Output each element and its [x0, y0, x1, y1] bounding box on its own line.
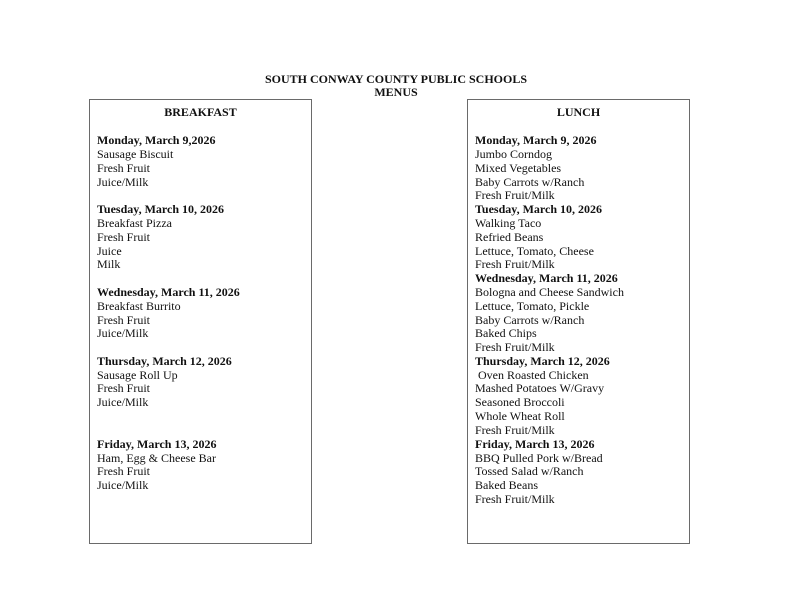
lunch-item: Refried Beans — [475, 230, 544, 244]
lunch-item: Oven Roasted Chicken — [475, 368, 589, 382]
lunch-item: Baby Carrots w/Ranch — [475, 313, 585, 327]
lunch-item: BBQ Pulled Pork w/Bread — [475, 451, 603, 465]
lunch-item: Lettuce, Tomato, Pickle — [475, 299, 590, 313]
lunch-item: Jumbo Corndog — [475, 147, 553, 161]
breakfast-item: Milk — [97, 257, 121, 271]
lunch-menu-box — [467, 99, 690, 544]
lunch-item: Fresh Fruit/Milk — [475, 423, 555, 437]
lunch-item: Whole Wheat Roll — [475, 409, 565, 423]
lunch-day-thursday: Thursday, March 12, 2026 — [475, 354, 610, 368]
breakfast-item: Breakfast Burrito — [97, 299, 181, 313]
lunch-item: Baked Beans — [475, 478, 538, 492]
lunch-item: Mixed Vegetables — [475, 161, 562, 175]
breakfast-item: Juice/Milk — [97, 175, 149, 189]
breakfast-menu-box — [89, 99, 312, 544]
lunch-item: Fresh Fruit/Milk — [475, 257, 555, 271]
lunch-item: Fresh Fruit/Milk — [475, 188, 555, 202]
breakfast-item: Juice/Milk — [97, 395, 149, 409]
lunch-item: Walking Taco — [475, 216, 542, 230]
lunch-item: Tossed Salad w/Ranch — [475, 464, 584, 478]
breakfast-item: Juice/Milk — [97, 326, 149, 340]
breakfast-item: Fresh Fruit — [97, 381, 151, 395]
breakfast-item: Fresh Fruit — [97, 161, 151, 175]
breakfast-day-tuesday: Tuesday, March 10, 2026 — [97, 202, 225, 216]
lunch-heading: LUNCH — [556, 105, 601, 119]
breakfast-day-friday: Friday, March 13, 2026 — [97, 437, 217, 451]
breakfast-item: Sausage Roll Up — [97, 368, 178, 382]
lunch-item: Lettuce, Tomato, Cheese — [475, 244, 594, 258]
lunch-item: Bologna and Cheese Sandwich — [475, 285, 624, 299]
lunch-item: Baked Chips — [475, 326, 537, 340]
lunch-item: Seasoned Broccoli — [475, 395, 565, 409]
breakfast-heading: BREAKFAST — [164, 105, 237, 119]
breakfast-item: Fresh Fruit — [97, 230, 151, 244]
lunch-item: Baby Carrots w/Ranch — [475, 175, 585, 189]
breakfast-item: Juice/Milk — [97, 478, 149, 492]
breakfast-item: Ham, Egg & Cheese Bar — [97, 451, 216, 465]
breakfast-item: Breakfast Pizza — [97, 216, 172, 230]
breakfast-item: Fresh Fruit — [97, 313, 151, 327]
lunch-day-tuesday: Tuesday, March 10, 2026 — [475, 202, 603, 216]
lunch-day-monday: Monday, March 9, 2026 — [475, 133, 597, 147]
breakfast-day-wednesday: Wednesday, March 11, 2026 — [97, 285, 240, 299]
breakfast-item: Sausage Biscuit — [97, 147, 174, 161]
breakfast-item: Fresh Fruit — [97, 464, 151, 478]
breakfast-item: Juice — [97, 244, 122, 258]
breakfast-day-thursday: Thursday, March 12, 2026 — [97, 354, 232, 368]
lunch-item: Mashed Potatoes W/Gravy — [475, 381, 605, 395]
page-subtitle: MENUS — [374, 85, 418, 99]
lunch-day-friday: Friday, March 13, 2026 — [475, 437, 595, 451]
lunch-item: Fresh Fruit/Milk — [475, 340, 555, 354]
lunch-day-wednesday: Wednesday, March 11, 2026 — [475, 271, 618, 285]
lunch-item: Fresh Fruit/Milk — [475, 492, 555, 506]
page-title: SOUTH CONWAY COUNTY PUBLIC SCHOOLS — [264, 72, 528, 86]
breakfast-day-monday: Monday, March 9,2026 — [97, 133, 216, 147]
